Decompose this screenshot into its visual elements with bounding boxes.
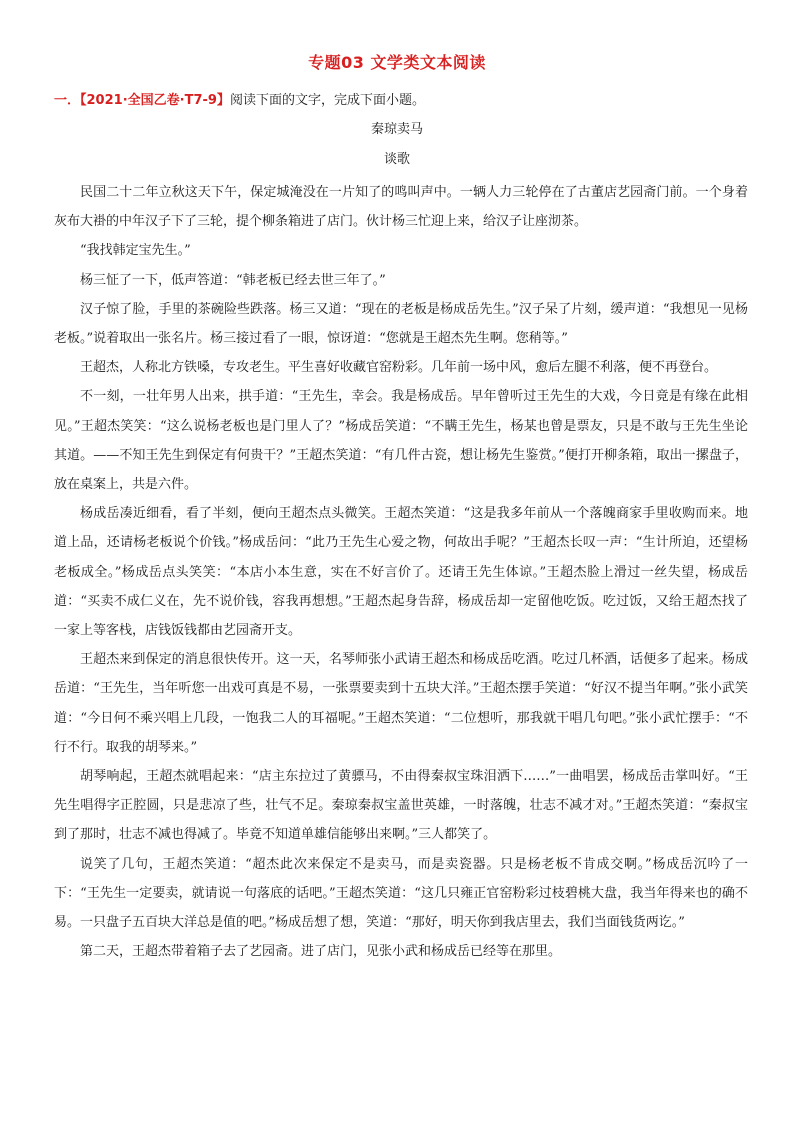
story-paragraph: “我找韩定宝先生。”	[80, 243, 191, 259]
story-author: 谈歌	[383, 152, 410, 167]
question-instruction: 阅读下面的文字，完成下面小题。	[229, 93, 425, 108]
story-paragraph: 王超杰来到保定的消息很快传开。这一天，名琴师张小武请王超杰和杨成岳吃酒。吃过几杯酒，话便多了起来。杨成岳道：“王先生，当年听您一出戏可真是不易，一张票要卖到十五块大洋。”王超杰摆手笑道：“好汉不提当年啊。”张小武笑道：“今日何不乘兴唱上几段，一饱我二人的耳福呢。”王超杰笑道：“二位想听，那我就干唱几句吧。”张小武忙摆手：“不行不行。取我的胡琴来。”	[54, 652, 748, 755]
story-body	[54, 178, 748, 966]
story-title: 秦琼卖马	[370, 122, 423, 137]
story-paragraph: 不一刻，一壮年男人出来，拱手道：“王先生，幸会。我是杨成岳。早年曾听过王先生的大戏，今日竟是有缘在此相见。”王超杰笑笑：“这么说杨老板也是门里人了？”杨成岳笑道：“不瞒王先生，杨某也曾是票友，只是不敢与王先生坐论其道。——不知王先生到保定有何贵干？”王超杰笑道：“有几件古瓷，想让杨先生鉴赏。”便打开柳条箱，取出一摞盘子，放在桌案上，共是六件。	[54, 389, 748, 493]
story-paragraph: 汉子惊了脸，手里的茶碗险些跌落。杨三又道：“现在的老板是杨成岳先生。”汉子呆了片刻，缓声道：“我想见一见杨老板。”说着取出一张名片。杨三接过看了一眼，惊讶道：“您就是王超杰先生啊。您稍等。”	[54, 301, 748, 347]
question-number: 一．	[54, 93, 81, 108]
story-paragraph: 王超杰，人称北方铁嗓，专攻老生。平生喜好收藏官窑粉彩。几年前一场中风，愈后左腿不利落，便不再登台。	[80, 360, 718, 376]
question-source: 【2021·全国乙卷·T7-9】	[80, 93, 230, 108]
story-paragraph: 第二天，王超杰带着箱子去了艺园斋。进了店门，见张小武和杨成岳已经等在那里。	[80, 944, 562, 960]
story-paragraph: 说笑了几句，王超杰笑道：“超杰此次来保定不是卖马，而是卖瓷器。只是杨老板不肯成交啊。”杨成岳沉吟了一下：“王先生一定要卖，就请说一句落底的话吧。”王超杰笑道：“这几只雍正官窑粉彩过枝碧桃大盘，我当年得来也的确不易。一只盘子五百块大洋总是值的吧。”杨成岳想了想，笑道：“那好，明天你到我店里去，我们当面钱货两讫。”	[54, 856, 748, 931]
story-paragraph: 胡琴响起，王超杰就唱起来：“店主东拉过了黄骠马，不由得秦叔宝珠泪洒下……”一曲唱罢，杨成岳击掌叫好。“王先生唱得字正腔圆，只是悲凉了些，壮气不足。秦琼秦叔宝盖世英雄，一时落魄，壮志不减才对。”王超杰笑道：“秦叔宝到了那时，壮志不减也得减了。毕竟不知道单雄信能够出来啊。”三人都笑了。	[54, 769, 748, 843]
story-paragraph: 杨成岳凑近细看，看了半刻，便向王超杰点头微笑。王超杰笑道：“这是我多年前从一个落魄商家手里收购而来。地道上品，还请杨老板说个价钱。”杨成岳问：“此乃王先生心爱之物，何故出手呢？”王超杰长叹一声：“生计所迫，还望杨老板成全。”杨成岳点头笑笑：“本店小本生意，实在不好言价了。还请王先生体谅。”王超杰脸上滑过一丝失望，杨成岳道：“买卖不成仁义在，先不说价钱，容我再想想。”王超杰起身告辞，杨成岳却一定留他吃饭。吃过饭，又给王超杰找了一家上等客栈，店钱饭钱都由艺园斋开支。	[54, 506, 748, 639]
question-heading	[54, 92, 754, 110]
story-paragraph: 民国二十二年立秋这天下午，保定城淹没在一片知了的鸣叫声中。一辆人力三轮停在了古董店艺园斋门前。一个身着灰布大褂的中年汉子下了三轮，提个柳条箱进了店门。伙计杨三忙迎上来，给汉子让座沏茶。	[54, 185, 748, 230]
document-title: 专题03 文学类文本阅读	[308, 53, 486, 72]
story-paragraph: 杨三怔了一下，低声答道：“韩老板已经去世三年了。”	[80, 272, 386, 288]
